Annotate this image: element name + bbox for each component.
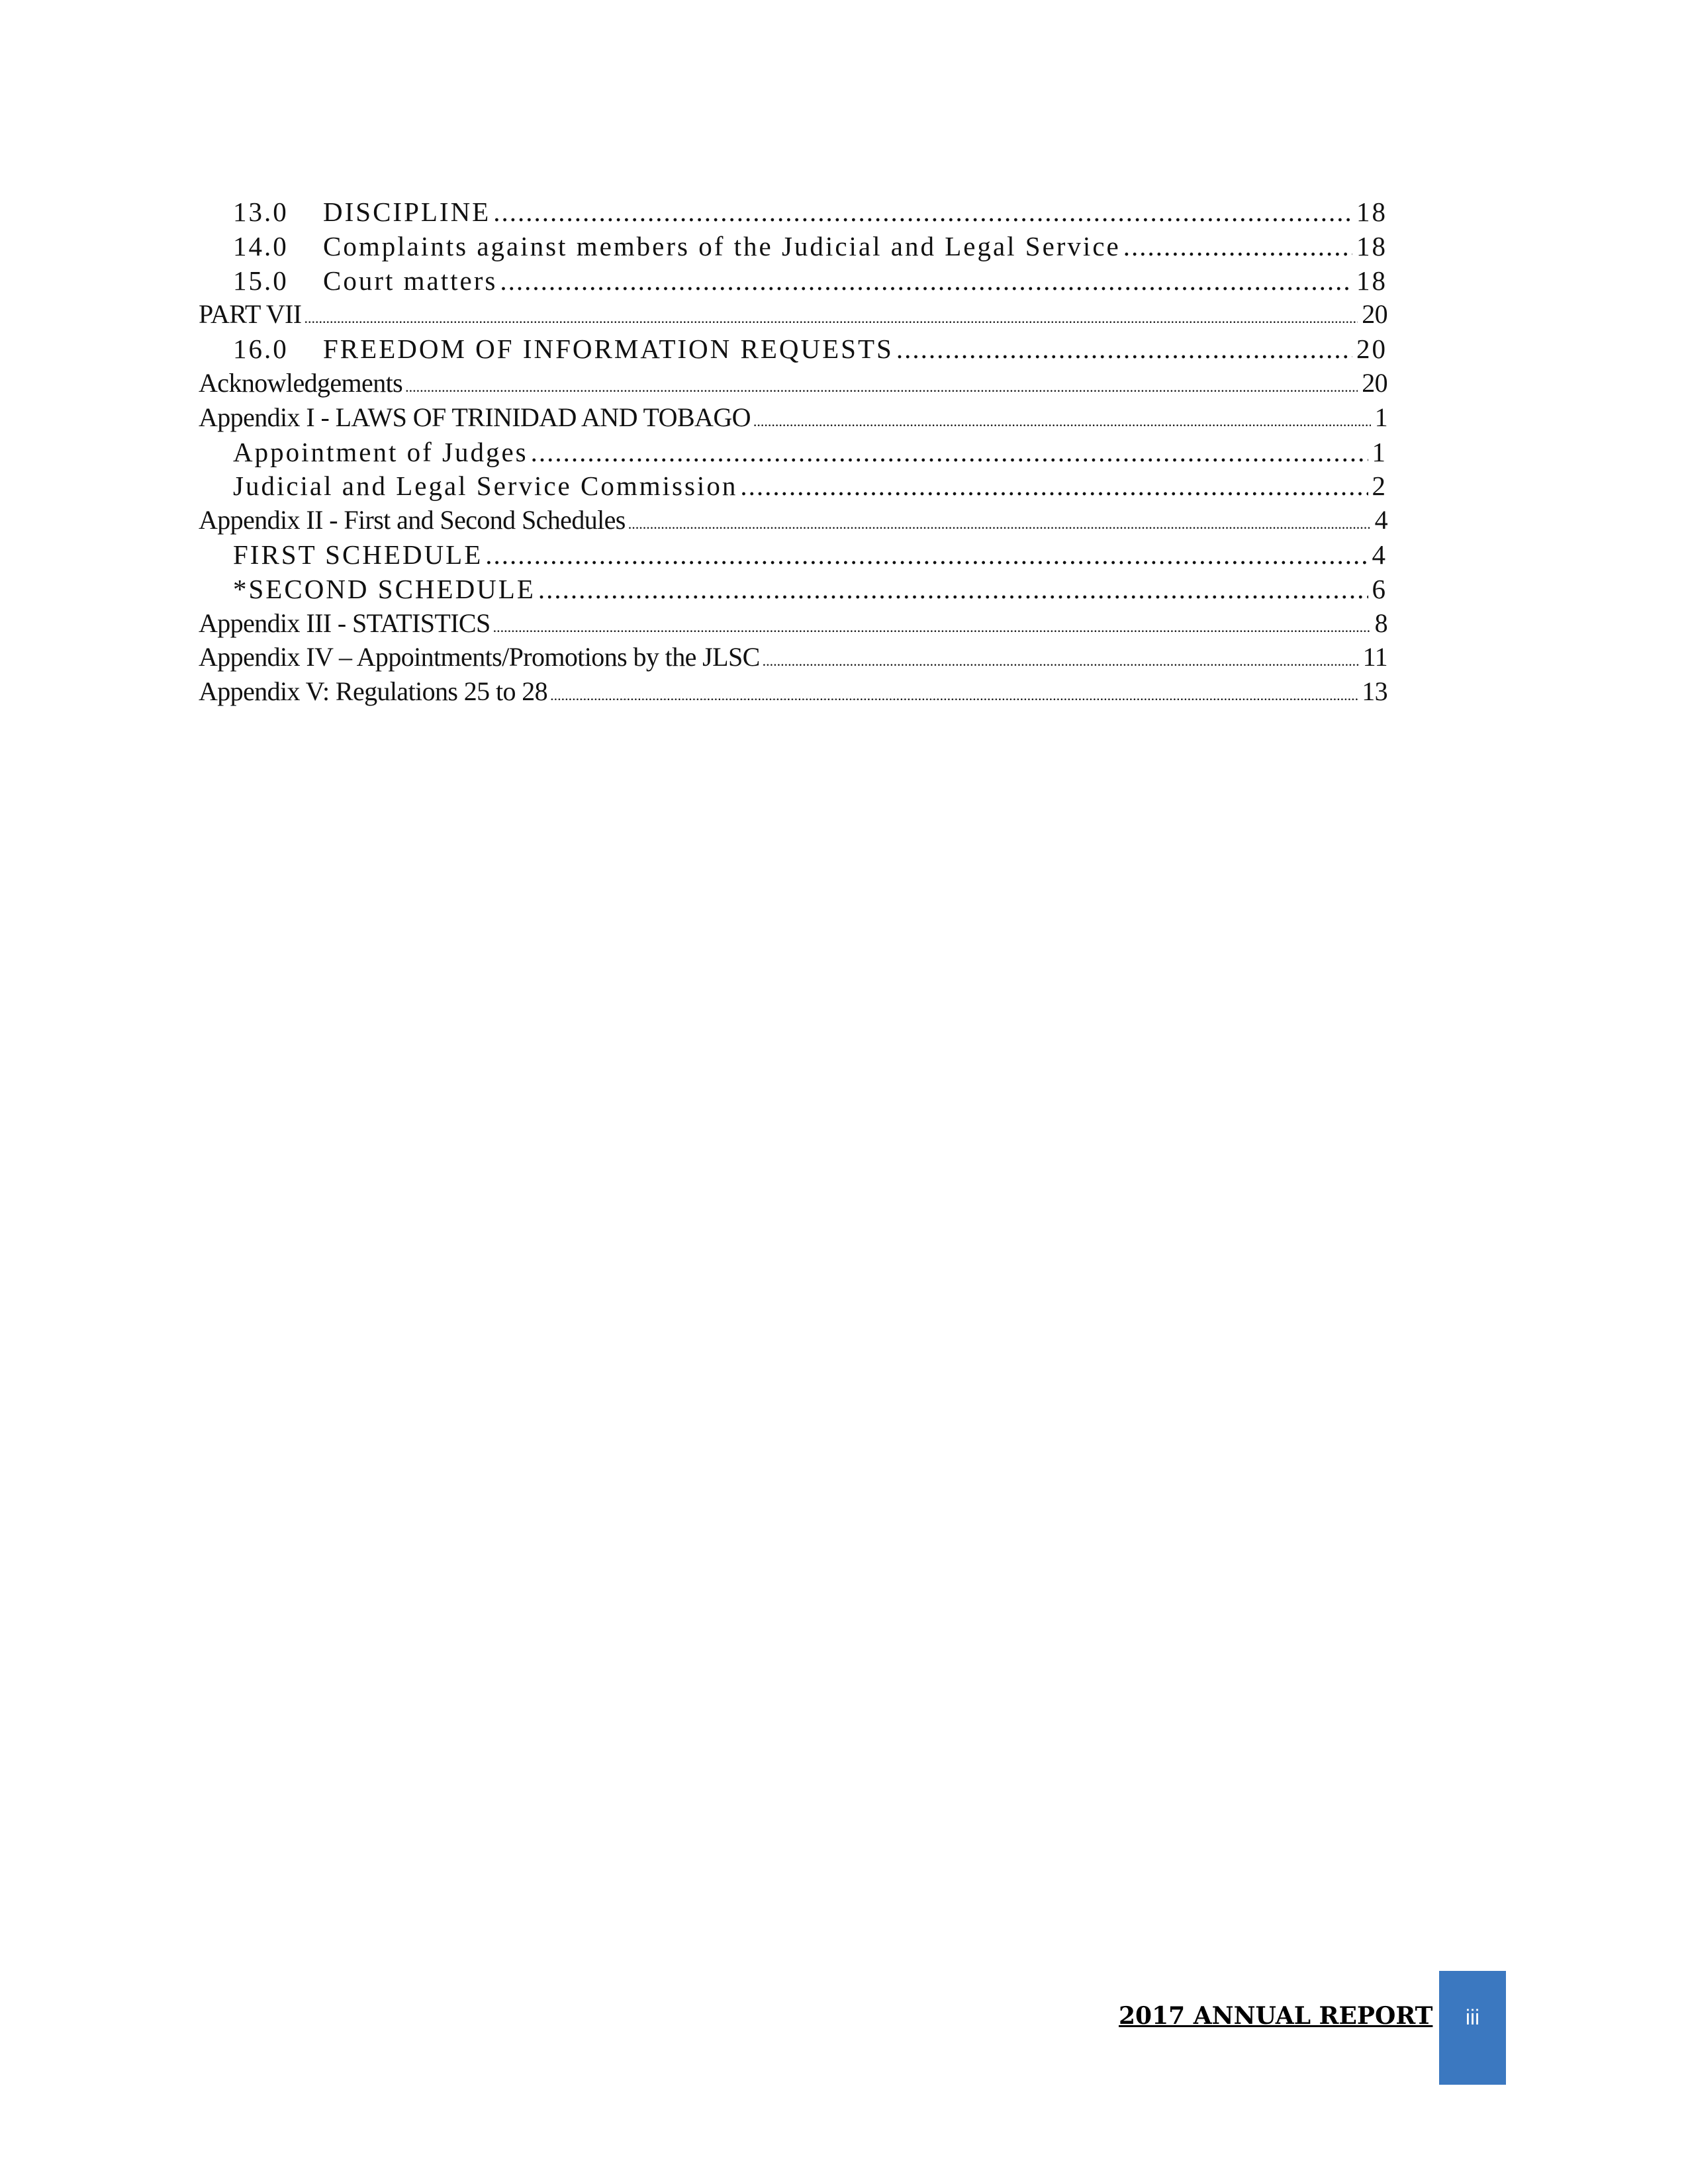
toc-entry-acknowledgements[interactable] [199, 367, 1387, 402]
toc-entry-label: Complaints against members of the Judicial and Legal Service [323, 230, 1121, 261]
toc-entry-appointment-of-judges[interactable] [199, 436, 1387, 471]
dot-leader [493, 619, 1371, 636]
report-title: 2017 ANNUAL REPORT [1119, 2002, 1433, 2030]
toc-entry-complaints[interactable] [199, 230, 1387, 265]
toc-entry-number: 15.0 [233, 265, 289, 296]
toc-entry-page: 2 [1372, 471, 1387, 502]
toc-entry-label: Appendix I - LAWS OF TRINIDAD AND TOBAGO [199, 402, 751, 432]
dot-leader [896, 333, 1352, 365]
toc-entry-page: 1 [1374, 402, 1387, 432]
toc-entry-foi-requests[interactable] [199, 333, 1387, 367]
toc-entry-page: 4 [1372, 539, 1387, 570]
toc-entry-appendix-iv[interactable] [199, 641, 1387, 676]
toc-entry-number: 16.0 [233, 334, 289, 365]
toc-entry-page: 20 [1356, 334, 1387, 365]
dot-leader [405, 379, 1358, 396]
dot-leader [538, 573, 1368, 605]
toc-entry-label: FREEDOM OF INFORMATION REQUESTS [323, 334, 894, 365]
toc-entry-part-vii[interactable] [199, 298, 1387, 333]
dot-leader [500, 265, 1352, 296]
toc-entry-label: Appendix III - STATISTICS [199, 608, 491, 638]
dot-leader [1123, 230, 1352, 262]
toc-entry-page: 18 [1356, 197, 1387, 227]
page-number-tab [1439, 1971, 1506, 2085]
toc-entry-appendix-i[interactable] [199, 402, 1387, 436]
toc-entry-page: 18 [1356, 230, 1387, 261]
toc-entry-label: PART VII [199, 299, 302, 330]
toc-entry-label: Appointment of Judges [233, 436, 528, 467]
toc-entry-number: 13.0 [233, 197, 289, 227]
table-of-contents [199, 196, 1387, 710]
dot-leader [493, 196, 1352, 228]
dot-leader [740, 470, 1368, 502]
toc-entry-page: 13 [1362, 676, 1387, 707]
toc-entry-label: *SECOND SCHEDULE [233, 573, 536, 604]
toc-entry-appendix-ii[interactable] [199, 504, 1387, 539]
toc-entry-page: 1 [1372, 436, 1387, 467]
toc-entry-label: Appendix II - First and Second Schedules [199, 505, 626, 535]
toc-entry-page: 18 [1356, 265, 1387, 296]
dot-leader [304, 310, 1358, 327]
toc-entry-court-matters[interactable] [199, 265, 1387, 299]
toc-entry-first-schedule[interactable] [199, 539, 1387, 573]
toc-entry-label: FIRST SCHEDULE [233, 539, 483, 570]
toc-entry-label: Judicial and Legal Service Commission [233, 471, 738, 502]
toc-entry-number: 14.0 [233, 230, 289, 261]
page-number: iii [1465, 2005, 1480, 2029]
toc-entry-label: Court matters [323, 265, 498, 296]
toc-entry-page: 4 [1374, 505, 1387, 535]
dot-leader [763, 653, 1359, 670]
toc-entry-appendix-iii[interactable] [199, 608, 1387, 642]
toc-entry-page: 11 [1362, 642, 1387, 672]
toc-entry-appendix-v[interactable] [199, 676, 1387, 710]
toc-entry-second-schedule[interactable] [199, 573, 1387, 608]
toc-entry-label: Appendix V: Regulations 25 to 28 [199, 676, 548, 707]
toc-entry-page: 20 [1362, 299, 1387, 330]
toc-entry-label: Acknowledgements [199, 367, 403, 398]
toc-entry-label: DISCIPLINE [323, 197, 491, 227]
dot-leader [628, 516, 1371, 533]
toc-entry-page: 6 [1372, 573, 1387, 604]
toc-entry-page: 20 [1362, 367, 1387, 398]
dot-leader [531, 436, 1368, 468]
dot-leader [550, 687, 1358, 704]
toc-entry-jlsc[interactable] [199, 470, 1387, 504]
dot-leader [485, 539, 1368, 570]
toc-entry-label: Appendix IV – Appointments/Promotions by the JLSC [199, 642, 760, 672]
toc-entry-page: 8 [1374, 608, 1387, 638]
dot-leader [753, 413, 1371, 430]
toc-entry-discipline[interactable] [199, 196, 1387, 230]
